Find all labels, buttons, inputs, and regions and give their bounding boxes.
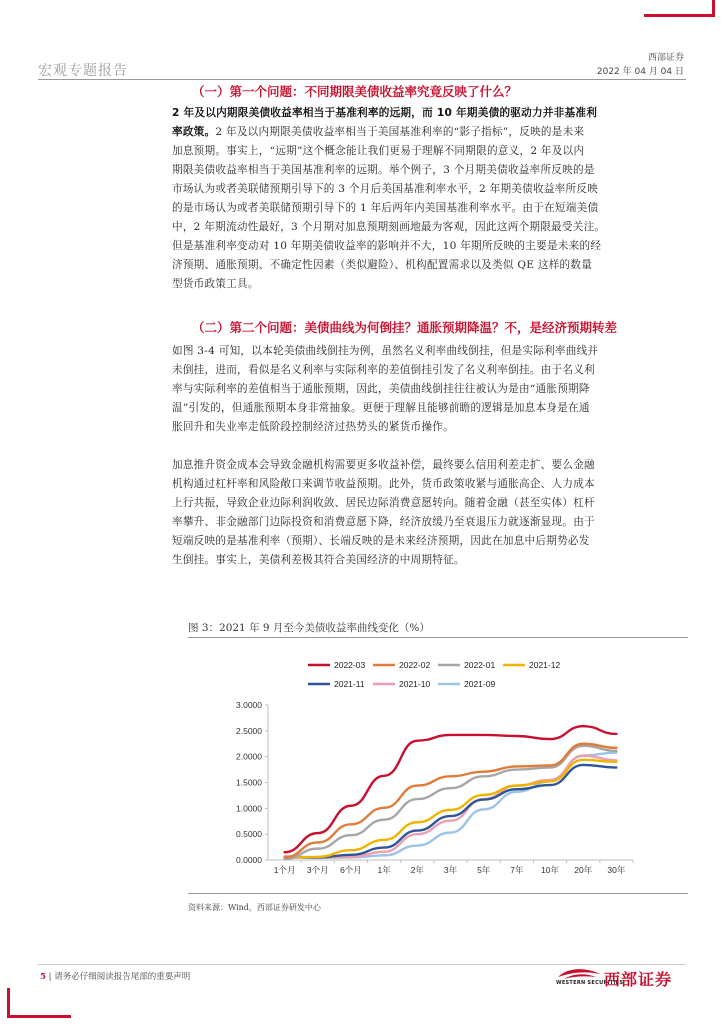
- logo-english: WESTERN SECURITIES: [556, 980, 624, 986]
- logo-wordmark: 西部证券: [604, 970, 673, 989]
- paragraph-line: 未倒挂，进而，看似是名义利率与实际利率的差值倒挂引发了名义利率倒挂。由于名义利: [172, 364, 595, 376]
- x-tick-label: 1年: [377, 865, 391, 875]
- page-number: 5: [40, 972, 46, 982]
- section-2-heading: （二）第二个问题：美债曲线为何倒挂？通胀预期降温？不，是经济预期转差: [192, 320, 618, 335]
- legend-label-2022-03: 2022-03: [334, 660, 366, 670]
- y-tick-label: 0.5000: [236, 829, 262, 840]
- x-tick-label: 3年: [443, 865, 458, 875]
- x-tick-label: 5年: [477, 865, 491, 875]
- y-tick-label: 2.0000: [236, 751, 262, 762]
- section-1-body: [172, 104, 688, 294]
- section-2-paragraph-1: [172, 342, 688, 437]
- y-tick-label: 1.0000: [236, 803, 262, 814]
- paragraph-line: 机构通过杠杆率和风险敞口来调节收益预期。此外，货币政策收紧与通胀高企、人力成本: [172, 478, 595, 490]
- x-tick-label: 6个月: [340, 865, 362, 875]
- legend-label-2022-02: 2022-02: [399, 660, 431, 670]
- paragraph-line: 加息推升资金成本会导致金融机构需要更多收益补偿，最终要么信用利差走扩、要么金融: [172, 459, 595, 471]
- corner-mark-bottom-left-horizontal: [7, 1015, 71, 1018]
- paragraph-line: 短端反映的是基准利率（预期）、长端反映的是未来经济预期，因此在加息中后期势必发: [172, 535, 590, 547]
- broker-name: 西部证券: [647, 53, 684, 63]
- x-tick-label: 30年: [607, 865, 626, 875]
- paragraph-line: 市场认为或者美联储预期引导下的 3 个月后美国基准利率水平，2 年期美债收益率所反映: [172, 183, 599, 195]
- paragraph-line: 型货币政策工具。: [172, 278, 259, 290]
- footer-notice: [40, 970, 190, 982]
- report-date: 2022 年 04 月 04 日: [596, 67, 684, 77]
- x-tick-label: 20年: [574, 865, 593, 875]
- paragraph-line: 2 年及以内期限美债收益率相当于基准利率的远期，而 10 年期美债的驱动力并非基准利: [172, 107, 598, 119]
- paragraph-line: 济预期、通胀预期、不确定性因素（类似避险）、机构配置需求以及类似 QE 这样的数量: [172, 259, 593, 271]
- disclaimer-notice: 请务必仔细阅读报告尾部的重要声明: [54, 972, 191, 982]
- y-tick-label: 3.0000: [236, 700, 262, 710]
- x-tick-label: 3个月: [306, 865, 329, 875]
- paragraph-line: 的是市场认为或者美联储预期引导下的 1 年后两年内美国基准利率水平。由于在短端美债: [172, 202, 599, 214]
- paragraph-line: 率攀升、非金融部门边际投资和消费意愿下降，经济放缓乃至衰退压力就逐渐显现。由于: [172, 516, 595, 528]
- series-line-2022-01: [285, 746, 617, 859]
- legend-label-2021-09: 2021-09: [464, 679, 496, 689]
- x-tick-label: 1个月: [273, 865, 296, 875]
- corner-mark-bottom-left: [7, 988, 10, 1018]
- x-tick-label: 2年: [410, 865, 424, 875]
- section-2-paragraph-2: [172, 456, 688, 570]
- figure-bottom-rule: [188, 893, 688, 894]
- paragraph-line: 胀回升和失业率走低阶段控制经济过热势头的紧货币操作。: [172, 421, 454, 433]
- x-tick-label: 10年: [541, 865, 560, 875]
- y-tick-label: 0.0000: [236, 855, 262, 865]
- chart-legend: [308, 660, 560, 689]
- figure-title: 图 3：2021 年 9 月至今美债收益率曲线变化（%）: [188, 622, 430, 634]
- paragraph-line: 率与实际利率的差值相当于通胀预期，因此，美债曲线倒挂往往被认为是由“通胀预期降: [172, 383, 590, 395]
- yield-curve-chart: [188, 645, 688, 885]
- paragraph-line: 率政策。2 年及以内期限美债收益率相当于美国基准利率的“影子指标”，反映的是未来: [172, 126, 585, 138]
- legend-label-2022-01: 2022-01: [464, 660, 496, 670]
- legend-label-2021-11: 2021-11: [334, 679, 365, 689]
- paragraph-line: 加息预期。事实上，“远期”这个概念能让我们更易于理解不同期限的意义，2 年及以内: [172, 145, 585, 157]
- paragraph-line: 中，2 年期流动性最好，3 个月期对加息预期刻画地最为客观，因此这两个期限最受关注。: [172, 221, 606, 233]
- paragraph-line: 温”引发的，但通胀预期本身非常抽象。更便于理解且能够前瞻的逻辑是加息本身是在通: [172, 402, 590, 414]
- legend-label-2021-12: 2021-12: [529, 660, 561, 670]
- paragraph-line: 期限美债收益率相当于美国基准利率的远期。举个例子，3 个月期美债收益率所反映的是: [172, 164, 595, 176]
- y-tick-label: 1.5000: [236, 777, 262, 788]
- chart-series: [285, 726, 617, 859]
- paragraph-line: 但是基准利率变动对 10 年期美债收益率的影响并不大，10 年期所反映的主要是未来的经: [172, 240, 602, 252]
- logo-mark-icon: [556, 965, 602, 981]
- header-divider: [38, 79, 686, 80]
- series-line-2022-02: [285, 744, 617, 858]
- footer-separator: |: [48, 972, 55, 982]
- company-logo: [556, 965, 690, 989]
- section-1-heading: （一）第一个问题：不同期限美债收益率究竟反映了什么？: [192, 84, 518, 99]
- legend-label-2021-10: 2021-10: [399, 679, 431, 689]
- figure-top-rule: [188, 637, 688, 638]
- y-tick-label: 2.5000: [236, 725, 262, 736]
- paragraph-line: 如图 3-4 可知，以本轮美债曲线倒挂为例，虽然名义利率曲线倒挂，但是实际利率曲线并: [172, 345, 599, 357]
- corner-mark-top-right: [644, 14, 715, 17]
- corner-mark-top-right-vertical: [712, 0, 715, 17]
- paragraph-line: 上行共振，导致企业边际利润收敛、居民边际消费意愿转向。随着金融（甚至实体）杠杆: [172, 497, 595, 509]
- series-line-2021-11: [285, 765, 617, 857]
- x-tick-label: 7年: [510, 865, 524, 875]
- report-section-label: 宏观专题报告: [38, 63, 128, 79]
- paragraph-line: 生倒挂。事实上，美债利差极其符合美国经济的中周期特征。: [172, 554, 465, 566]
- figure-source: 资料来源：Wind，西部证券研发中心: [188, 903, 321, 912]
